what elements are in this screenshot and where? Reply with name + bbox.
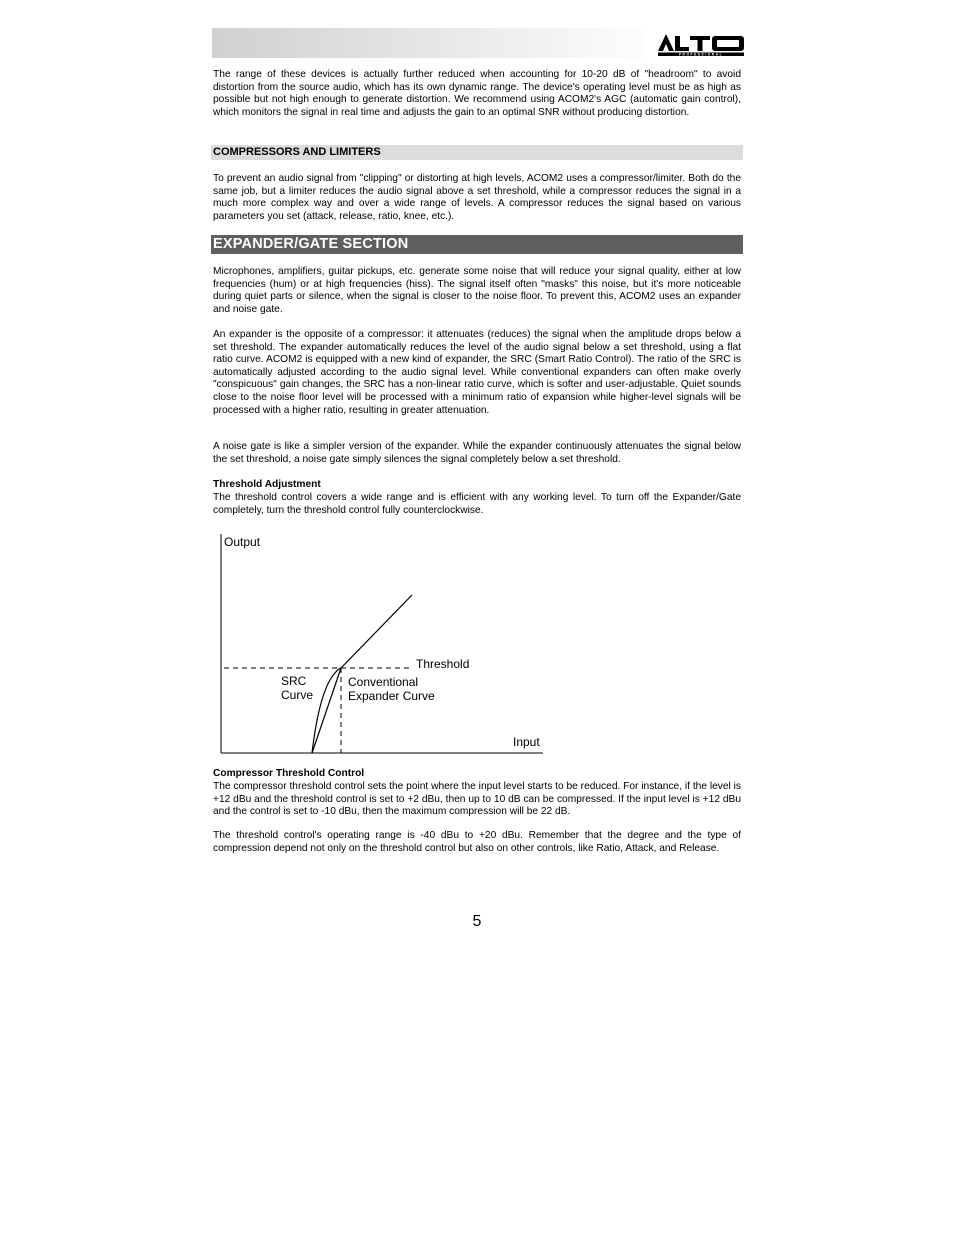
input-label: Input xyxy=(513,735,540,749)
src-label-line2: Curve xyxy=(281,688,314,702)
threshold-adjustment-heading: Threshold Adjustment xyxy=(213,479,321,490)
expander-paragraph-2: An expander is the opposite of a compressor: it attenuates (reduces) the signal when the amplitude drops below a set threshold. The expander automatically reduces the level of the audio signal below a set threshold, using a flat ratio curve. ACOM2 is equipped with a new kind of expander, the SRC (Smart Ratio Control). The ratio of the SRC is automatically adjusted according to the audio signal level. While conventional expanders can often make overly "conspicuous" gain changes, the SRC has a non-linear ratio curve, which is softer and user-adjustable. Quiet sounds close to the noise floor level will be processed with a minimum ratio of expansion while higher-level signals will be processed with a higher ratio, resulting in greater attenuation. xyxy=(213,329,741,416)
threshold-label: Threshold xyxy=(416,657,470,671)
expander-curve-diagram xyxy=(215,528,555,760)
compressor-threshold-paragraph-1: The compressor threshold control sets the point where the input level starts to be reduced. For instance, if the level is +12 dBu and the threshold control is set to +2 dBu, then up to 10 dB can be compressed. If the input level is +12 dBu and the control is set to -10 dBu, then the maximum compression will be 22 dB. xyxy=(213,781,741,818)
page-number: 5 xyxy=(472,913,482,930)
output-label: Output xyxy=(224,535,261,549)
expander-paragraph-1: Microphones, amplifiers, guitar pickups, etc. generate some noise that will reduce your signal quality, either at low frequencies (hum) or at high frequencies (hiss). The signal itself often "masks" this noise, but it's more noticeable during quiet parts or silence, when the signal is closer to the noise floor. To prevent this, ACOM2 uses an expander and noise gate. xyxy=(213,266,741,315)
threshold-adjustment-paragraph: The threshold control covers a wide range and is efficient with any working level. To turn off the Expander/Gate completely, turn the threshold control fully counterclockwise. xyxy=(213,492,741,516)
src-label-line1: SRC xyxy=(281,674,307,688)
conventional-expander-curve xyxy=(312,668,341,753)
conventional-label-line1: Conventional xyxy=(348,675,419,689)
conventional-label-line2: Expander Curve xyxy=(348,689,435,703)
expander-heading-text: EXPANDER/GATE SECTION xyxy=(213,236,409,252)
expander-section-heading xyxy=(211,235,743,254)
compressor-threshold-heading: Compressor Threshold Control xyxy=(213,768,365,779)
compressors-paragraph: To prevent an audio signal from "clipping" or distorting at high levels, ACOM2 uses a compressor/limiter. Both do the same job, but a limiter reduces the audio signal above a set threshold, while a compressor reduces the signal in a much more complex way and over a wide range of levels. A compressor reduces the signal based on various parameters you set (attack, release, ratio, knee, etc.). xyxy=(213,173,741,222)
intro-paragraph: The range of these devices is actually further reduced when accounting for 10-20 dB of "headroom" to avoid distortion from the source audio, which has its own dynamic range. The device's operating level must be as high as possible but not high enough to generate distortion. We recommend using ACOM2's AGC (automatic gain control), which monitors the signal in real time and adjusts the gain to an optimal SNR without producing distortion. xyxy=(213,69,741,118)
svg-text:PROFESSIONAL: PROFESSIONAL xyxy=(678,52,724,57)
alto-logo xyxy=(657,31,745,57)
compressors-heading-text: COMPRESSORS AND LIMITERS xyxy=(213,146,381,158)
compressor-threshold-paragraph-2: The threshold control's operating range is -40 dBu to +20 dBu. Remember that the degree and the type of compression depend not only on the threshold control but also on other controls, like Ratio, Attack, and Release. xyxy=(213,830,741,854)
linear-output-line xyxy=(341,595,412,668)
header-gradient-bar xyxy=(212,28,644,58)
compressors-section-heading xyxy=(211,145,743,160)
expander-paragraph-3: A noise gate is like a simpler version of the expander. While the expander continuously attenuates the signal below the set threshold, a noise gate simply silences the signal completely below a set threshold. xyxy=(213,441,741,465)
